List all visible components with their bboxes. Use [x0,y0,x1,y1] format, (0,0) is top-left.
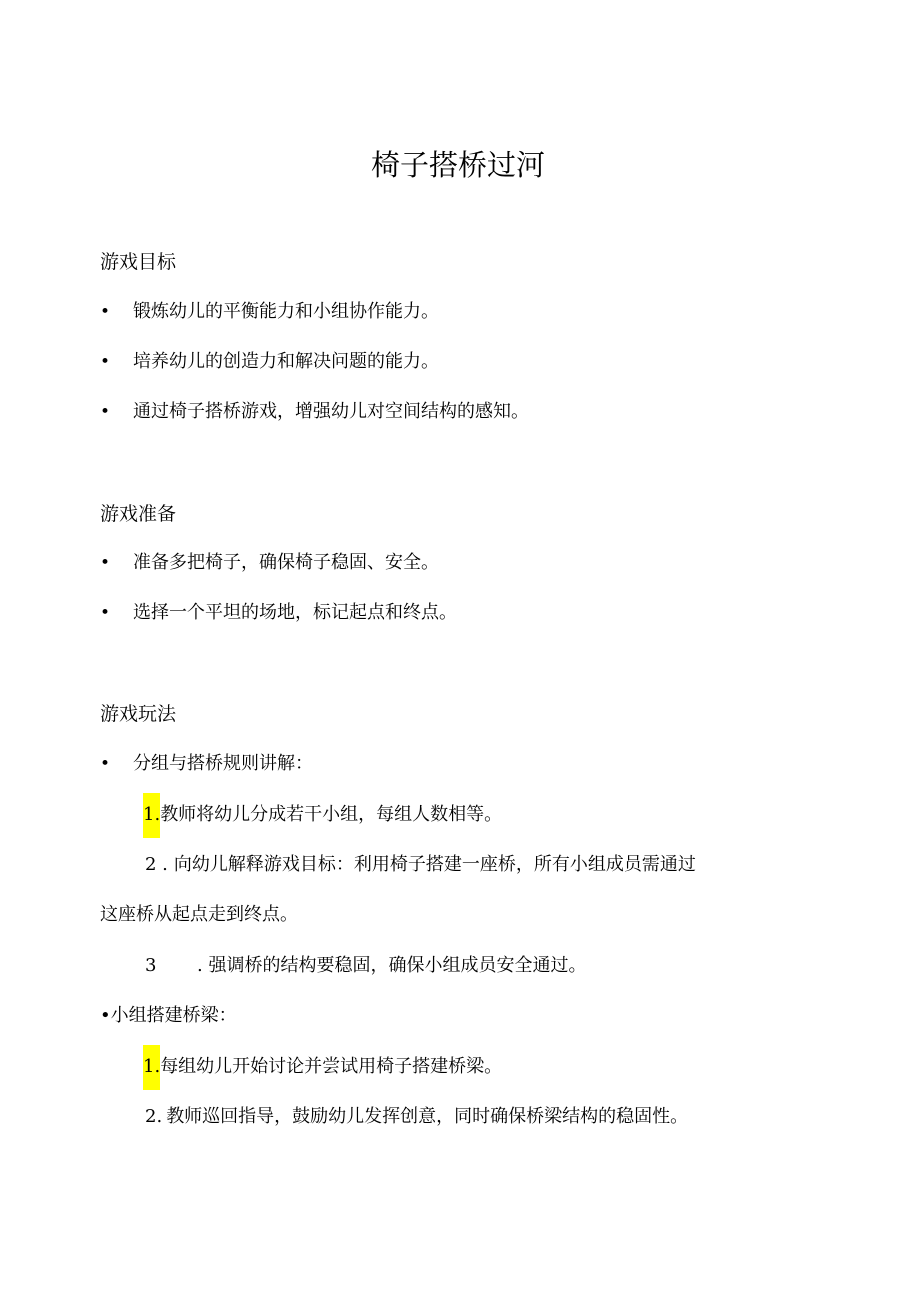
step-number: 2. [145,1106,163,1127]
step-text: . 强调桥的结构要稳固，确保小组成员安全通过。 [197,955,587,976]
goal-item: 锻炼幼儿的平衡能力和小组协作能力。 [133,301,439,322]
section-heading-gameplay: 游戏玩法 [100,703,177,725]
step-line [143,801,502,838]
step-line [145,1103,688,1131]
step-line [145,851,696,879]
step-text: 向幼儿解释游戏目标：利用椅子搭建一座桥，所有小组成员需通过 [173,854,696,875]
step-continuation: 这座桥从起点走到终点。 [100,904,298,925]
step-number: 2 . [145,854,168,875]
section-heading-goals: 游戏目标 [100,251,177,273]
section-heading-preparation: 游戏准备 [100,503,177,525]
gameplay-item-label: •小组搭建桥梁： [100,1005,237,1026]
step-number-highlighted: 1. [143,793,160,838]
bullet-marker: • [100,754,111,774]
preparation-item: 选择一个平坦的场地，标记起点和终点。 [133,602,457,623]
goal-item: 通过椅子搭桥游戏，增强幼儿对空间结构的感知。 [133,401,529,422]
goal-item: 培养幼儿的创造力和解决问题的能力。 [133,351,439,372]
bullet-marker: • [100,553,111,573]
step-text: 教师将幼儿分成若干小组，每组人数相等。 [160,804,503,825]
step-line [143,1053,502,1090]
bullet-marker: • [100,603,111,623]
bullet-marker: • [100,302,111,322]
bullet-marker: • [100,352,111,372]
document-title: 椅子搭桥过河 [370,148,545,182]
step-text: 每组幼儿开始讨论并尝试用椅子搭建桥梁。 [160,1056,503,1077]
step-number: 3 [145,955,157,976]
step-line [145,952,586,980]
gameplay-item-label: 分组与搭桥规则讲解： [133,753,313,774]
step-number-highlighted: 1. [143,1045,160,1090]
bullet-marker: • [100,402,111,422]
step-text: 教师巡回指导，鼓励幼儿发挥创意，同时确保桥梁结构的稳固性。 [166,1106,689,1127]
preparation-item: 准备多把椅子，确保椅子稳固、安全。 [133,552,439,573]
